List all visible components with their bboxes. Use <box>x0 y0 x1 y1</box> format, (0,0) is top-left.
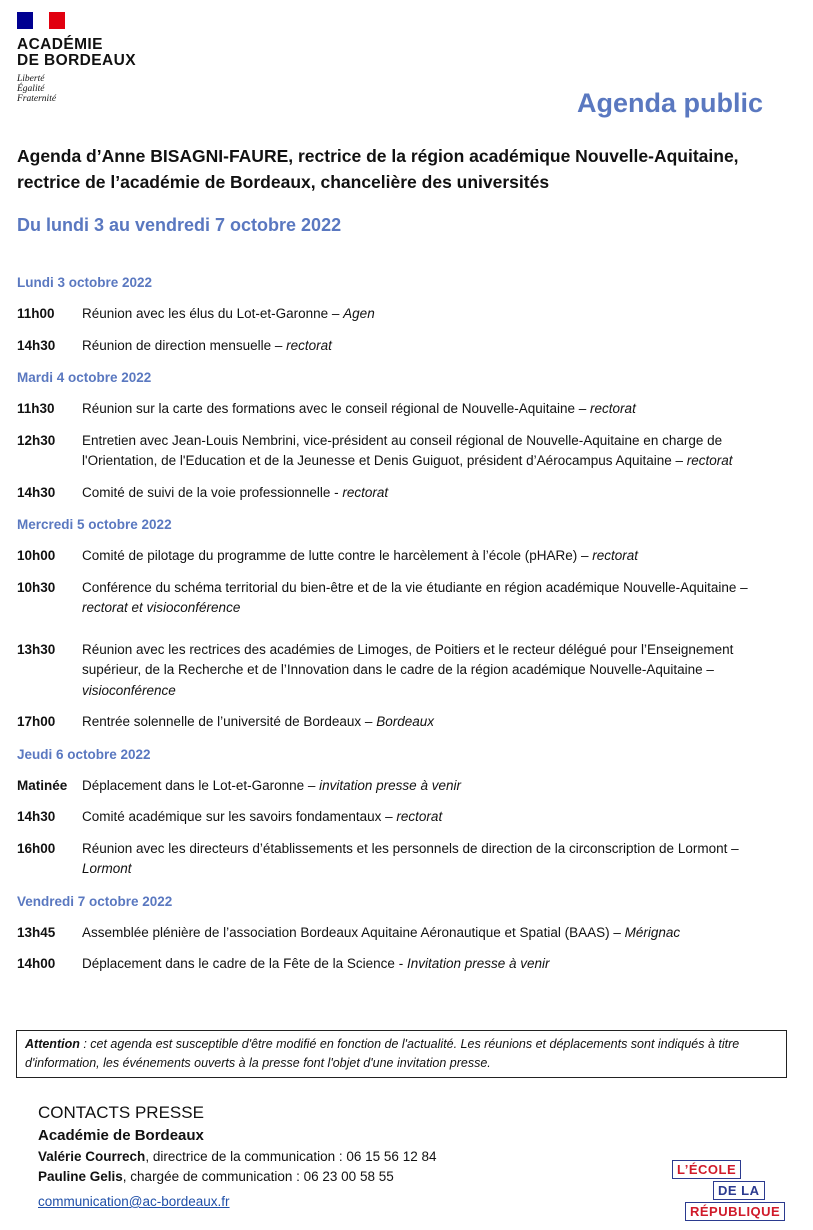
contact-role: , directrice de la communication : 06 15 56 12 84 <box>145 1149 437 1164</box>
contact-name: Pauline Gelis <box>38 1169 123 1184</box>
contact-name: Valérie Courrech <box>38 1149 146 1164</box>
ecole-logo-line1: L’ÉCOLE <box>672 1160 741 1179</box>
entry-description <box>82 399 777 420</box>
agenda-entry <box>17 807 777 828</box>
entry-text: Réunion avec les élus du Lot-et-Garonne – <box>82 306 344 321</box>
entry-time: 11h30 <box>17 401 55 416</box>
period-title: Du lundi 3 au vendredi 7 octobre 2022 <box>17 215 342 235</box>
entry-description <box>82 546 777 567</box>
entry-description <box>82 304 777 325</box>
entry-location: visioconférence <box>82 682 176 698</box>
entry-time: 16h00 <box>17 840 56 856</box>
contacts-org: Académie de Bordeaux <box>38 1127 204 1144</box>
contact-line <box>38 1147 598 1167</box>
entry-time: 13h30 <box>17 641 56 657</box>
agenda-entry <box>17 640 777 702</box>
contact-role: , chargée de communication : 06 23 00 58 55 <box>122 1169 394 1184</box>
republic-motto <box>17 74 167 104</box>
contact-line <box>38 1167 598 1187</box>
agenda-entry <box>17 712 777 733</box>
agenda-entry <box>17 546 777 567</box>
notice-label: Attention <box>25 1037 80 1051</box>
entry-time: Matinée <box>17 777 68 793</box>
agenda-entry <box>17 304 777 325</box>
entry-text: Déplacement dans le cadre de la Fête de la Science - <box>82 956 407 971</box>
entry-description <box>82 431 777 472</box>
motto-fraternite: Fraternité <box>17 94 57 104</box>
entry-location: rectorat <box>286 337 332 353</box>
entry-location: rectorat <box>342 484 389 500</box>
academie-line1: ACADÉMIE <box>17 36 103 53</box>
notice-text: : cet agenda est susceptible d'être modifié en fonction de l'actualité. Les réunions et déplacements sont indiqués à titre d'information, les événements ouverts à la presse font l'objet d'une invitation presse. <box>25 1037 740 1070</box>
entry-description <box>82 923 777 944</box>
day-heading: Vendredi 7 octobre 2022 <box>17 893 173 909</box>
agenda-entry <box>17 839 777 880</box>
entry-time: 10h30 <box>17 579 56 595</box>
entry-time: 14h30 <box>17 484 56 500</box>
entry-text: Rentrée solennelle de l’université de Bordeaux – <box>82 714 377 729</box>
entry-description <box>82 483 777 504</box>
motto-liberte: Liberté <box>17 74 45 84</box>
entry-location: Invitation presse à venir <box>406 956 550 971</box>
entry-location: rectorat et visioconférence <box>82 600 241 615</box>
entry-location: rectorat <box>396 809 443 824</box>
entry-location: Mérignac <box>624 924 681 940</box>
agenda-title: Agenda public <box>576 88 763 118</box>
entry-description <box>82 776 777 797</box>
day-heading: Lundi 3 octobre 2022 <box>17 275 153 290</box>
entry-location: rectorat <box>686 453 733 468</box>
entry-time: 14h00 <box>17 956 56 971</box>
entry-text: Comité académique sur les savoirs fondamentaux – <box>82 809 397 824</box>
entry-text: Réunion sur la carte des formations avec le conseil régional de Nouvelle-Aquitaine – <box>82 401 591 416</box>
entry-time: 12h30 <box>17 432 56 448</box>
agenda-entry <box>17 923 777 944</box>
entry-text: Réunion de direction mensuelle – <box>82 337 287 353</box>
academie-name <box>17 37 167 69</box>
entry-time: 11h00 <box>17 306 55 321</box>
ecole-logo-line3: RÉPUBLIQUE <box>685 1202 785 1221</box>
document-heading: Agenda d’Anne BISAGNI-FAURE, rectrice de la région académique Nouvelle-Aquitaine, rectrice de l’académie de Bordeaux, chancelière des universités <box>17 146 739 192</box>
agenda-content <box>17 272 777 986</box>
contacts-title: CONTACTS PRESSE <box>38 1103 204 1122</box>
contact-email-link[interactable]: communication@ac-bordeaux.fr <box>38 1194 230 1209</box>
agenda-entry <box>17 483 777 504</box>
entry-text: Déplacement dans le Lot-et-Garonne – <box>82 777 320 793</box>
day-heading: Jeudi 6 octobre 2022 <box>17 746 151 762</box>
entry-description <box>82 954 777 975</box>
entry-description <box>82 712 777 733</box>
entry-time: 13h45 <box>17 924 56 940</box>
agenda-entry <box>17 776 777 797</box>
entry-description <box>82 839 777 880</box>
entry-location: rectorat <box>592 548 639 563</box>
agenda-entry <box>17 431 777 472</box>
entry-time: 14h30 <box>17 337 56 353</box>
entry-time: 14h30 <box>17 809 56 824</box>
agenda-entry <box>17 399 777 420</box>
entry-text: Entretien avec Jean-Louis Nembrini, vice-président au conseil régional de Nouvelle-Aquitaine en charge de l'Orientation, de l'Education et de la Jeunesse et Denis Guiguot, président d’Aérocampus Aquitaine – <box>82 432 723 468</box>
agenda-entry <box>17 954 777 975</box>
entry-location: Agen <box>343 306 375 321</box>
ecole-republique-logo <box>672 1160 797 1224</box>
notice-box <box>16 1030 787 1078</box>
entry-text: Réunion avec les rectrices des académies de Limoges, de Poitiers et le recteur délégué pour l’Enseignement supérieur, de la Recherche et de l’Innovation dans le cadre de la région académique Nouvelle-Aquitaine – <box>82 641 734 677</box>
entry-description <box>82 640 777 702</box>
entry-time: 17h00 <box>17 714 56 729</box>
entry-text: Assemblée plénière de l’association Bordeaux Aquitaine Aéronautique et Spatial (BAAS) – <box>82 924 625 940</box>
ecole-logo-line2: DE LA <box>713 1181 765 1200</box>
entry-location: Bordeaux <box>376 714 434 729</box>
marianne-flag-icon <box>17 12 65 29</box>
entry-description <box>82 578 777 619</box>
academie-line2: DE BORDEAUX <box>17 52 136 69</box>
day-heading: Mercredi 5 octobre 2022 <box>17 517 172 532</box>
entry-time: 10h00 <box>17 548 56 563</box>
entry-description <box>82 336 777 357</box>
motto-egalite: Égalité <box>17 84 45 94</box>
academie-logo <box>17 12 167 104</box>
day-heading: Mardi 4 octobre 2022 <box>17 370 152 385</box>
entry-location: Lormont <box>82 861 132 876</box>
entry-text: Comité de suivi de la voie professionnelle - <box>82 484 343 500</box>
agenda-entry <box>17 336 777 357</box>
press-contacts <box>38 1101 598 1211</box>
entry-location: rectorat <box>590 401 636 416</box>
agenda-entry <box>17 578 777 619</box>
entry-location: invitation presse à venir <box>319 777 461 793</box>
entry-text: Réunion avec les directeurs d’établissements et les personnels de direction de la circonscription de Lormont – <box>82 840 739 856</box>
entry-description <box>82 807 777 828</box>
entry-text: Conférence du schéma territorial du bien-être et de la vie étudiante en région académique Nouvelle-Aquitaine – <box>82 579 748 595</box>
entry-text: Comité de pilotage du programme de lutte contre le harcèlement à l’école (pHARe) – <box>82 548 593 563</box>
